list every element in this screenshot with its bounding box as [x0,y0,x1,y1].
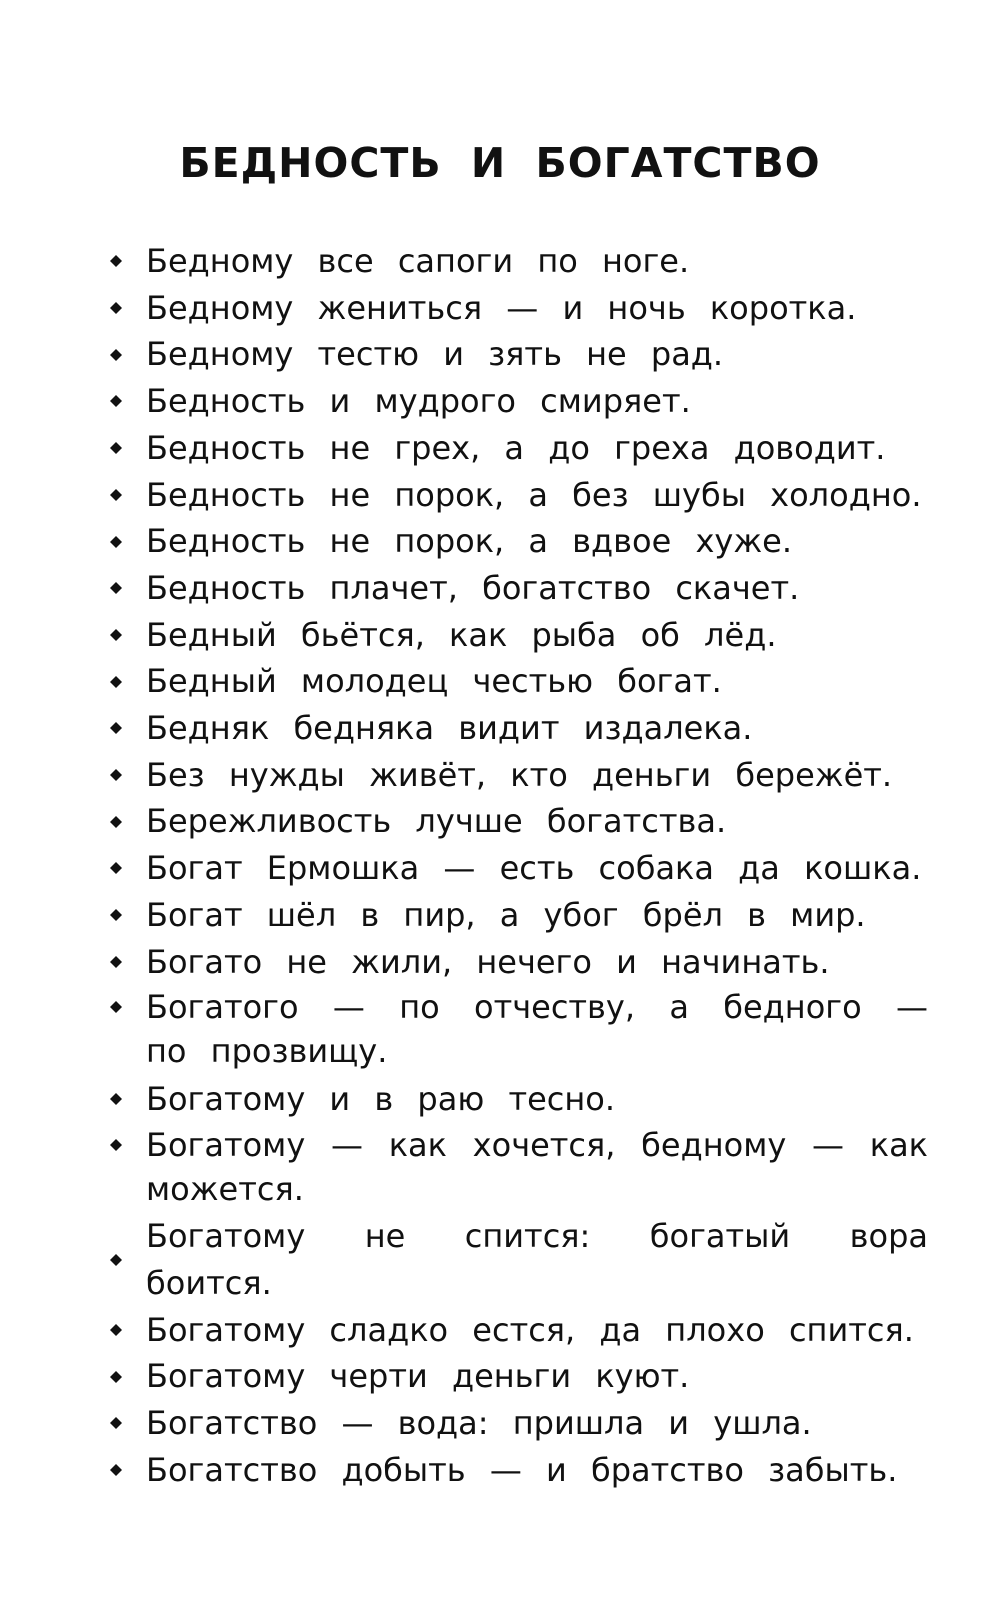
proverb-text: Богатому черти деньги куют. [146,1357,690,1396]
proverb-text: Богатому сладко естся, да плохо спится. [146,1310,914,1349]
proverb-item [108,752,928,799]
proverb-text: Богатство добыть — и братство забыть. [146,1450,898,1489]
proverb-text: Бедному тестю и зять не рад. [146,335,724,374]
proverb-text: Бедность и мудрого смиряет. [146,382,691,421]
proverb-text: Бедность не грех, а до греха доводит. [146,428,886,467]
diamond-bullet-icon [110,442,122,454]
proverb-text: Бедность не порок, а без шубы холодно. [146,475,922,514]
diamond-bullet-icon [110,1139,122,1151]
proverb-text: Бедному все сапоги по ноге. [146,242,690,280]
proverb-item [108,1123,928,1211]
diamond-bullet-icon [110,862,122,874]
proverb-item [108,238,928,285]
proverb-text: Бедный бьётся, как рыба об лёд. [146,615,777,654]
proverb-list [108,238,928,1494]
proverb-item [108,1307,928,1354]
diamond-bullet-icon [110,956,122,968]
proverb-item [108,285,928,332]
diamond-bullet-icon [110,1417,122,1429]
proverb-item [108,1213,928,1306]
diamond-bullet-icon [110,769,122,781]
diamond-bullet-icon [110,582,122,594]
proverb-item [108,705,928,752]
proverb-text: Бедность не порок, а вдвое хуже. [146,522,792,561]
proverb-item [108,985,928,1073]
diamond-bullet-icon [110,676,122,688]
proverb-item [108,378,928,425]
proverb-text: Бедному жениться — и ночь коротка. [146,288,857,327]
proverb-text: Богатому — как хочется, бедному — как можется. [146,1125,928,1208]
proverb-item [108,939,928,986]
diamond-bullet-icon [110,536,122,548]
diamond-bullet-icon [110,302,122,314]
proverb-text: Богатство — вода: пришла и ушла. [146,1404,812,1443]
proverb-text: Богат шёл в пир, а убог брёл в мир. [146,895,866,934]
proverb-item [108,798,928,845]
page-title: БЕДНОСТЬ И БОГАТСТВО [179,139,821,187]
diamond-bullet-icon [110,816,122,828]
diamond-bullet-icon [110,629,122,641]
diamond-bullet-icon [110,489,122,501]
diamond-bullet-icon [110,1464,122,1476]
proverb-item [108,518,928,565]
proverb-text: Богатого — по отчеству, а бедного — по прозвищу. [146,988,928,1071]
proverb-item [108,612,928,659]
proverb-item [108,331,928,378]
proverb-item [108,472,928,519]
proverb-text: Богат Ермошка — есть собака да кошка. [146,849,922,888]
proverb-item [108,425,928,472]
proverb-text: Бедный молодец честью богат. [146,662,722,701]
diamond-bullet-icon [110,1254,122,1266]
proverb-item [108,1447,928,1494]
proverb-item [108,565,928,612]
proverb-text: Богато не жили, нечего и начинать. [146,942,830,981]
proverb-text: Бедняк бедняка видит издалека. [146,709,753,748]
proverb-item [108,658,928,705]
diamond-bullet-icon [110,1001,122,1013]
proverb-text: Без нужды живёт, кто деньги бережёт. [146,755,893,794]
proverb-text: Богатому и в раю тесно. [146,1079,616,1118]
diamond-bullet-icon [110,395,122,407]
proverb-item [108,892,928,939]
proverb-text: Бедность плачет, богатство скачет. [146,568,800,607]
proverb-item [108,845,928,892]
proverb-item [108,1076,928,1123]
proverb-text: Богатому не спится: богатый вора боится. [146,1217,928,1303]
diamond-bullet-icon [110,722,122,734]
proverb-item [108,1353,928,1400]
diamond-bullet-icon [110,349,122,361]
diamond-bullet-icon [110,1324,122,1336]
proverb-text: Бережливость лучше богатства. [146,802,727,841]
diamond-bullet-icon [110,1371,122,1383]
proverb-item [108,1400,928,1447]
diamond-bullet-icon [110,909,122,921]
diamond-bullet-icon [110,255,122,267]
diamond-bullet-icon [110,1093,122,1105]
